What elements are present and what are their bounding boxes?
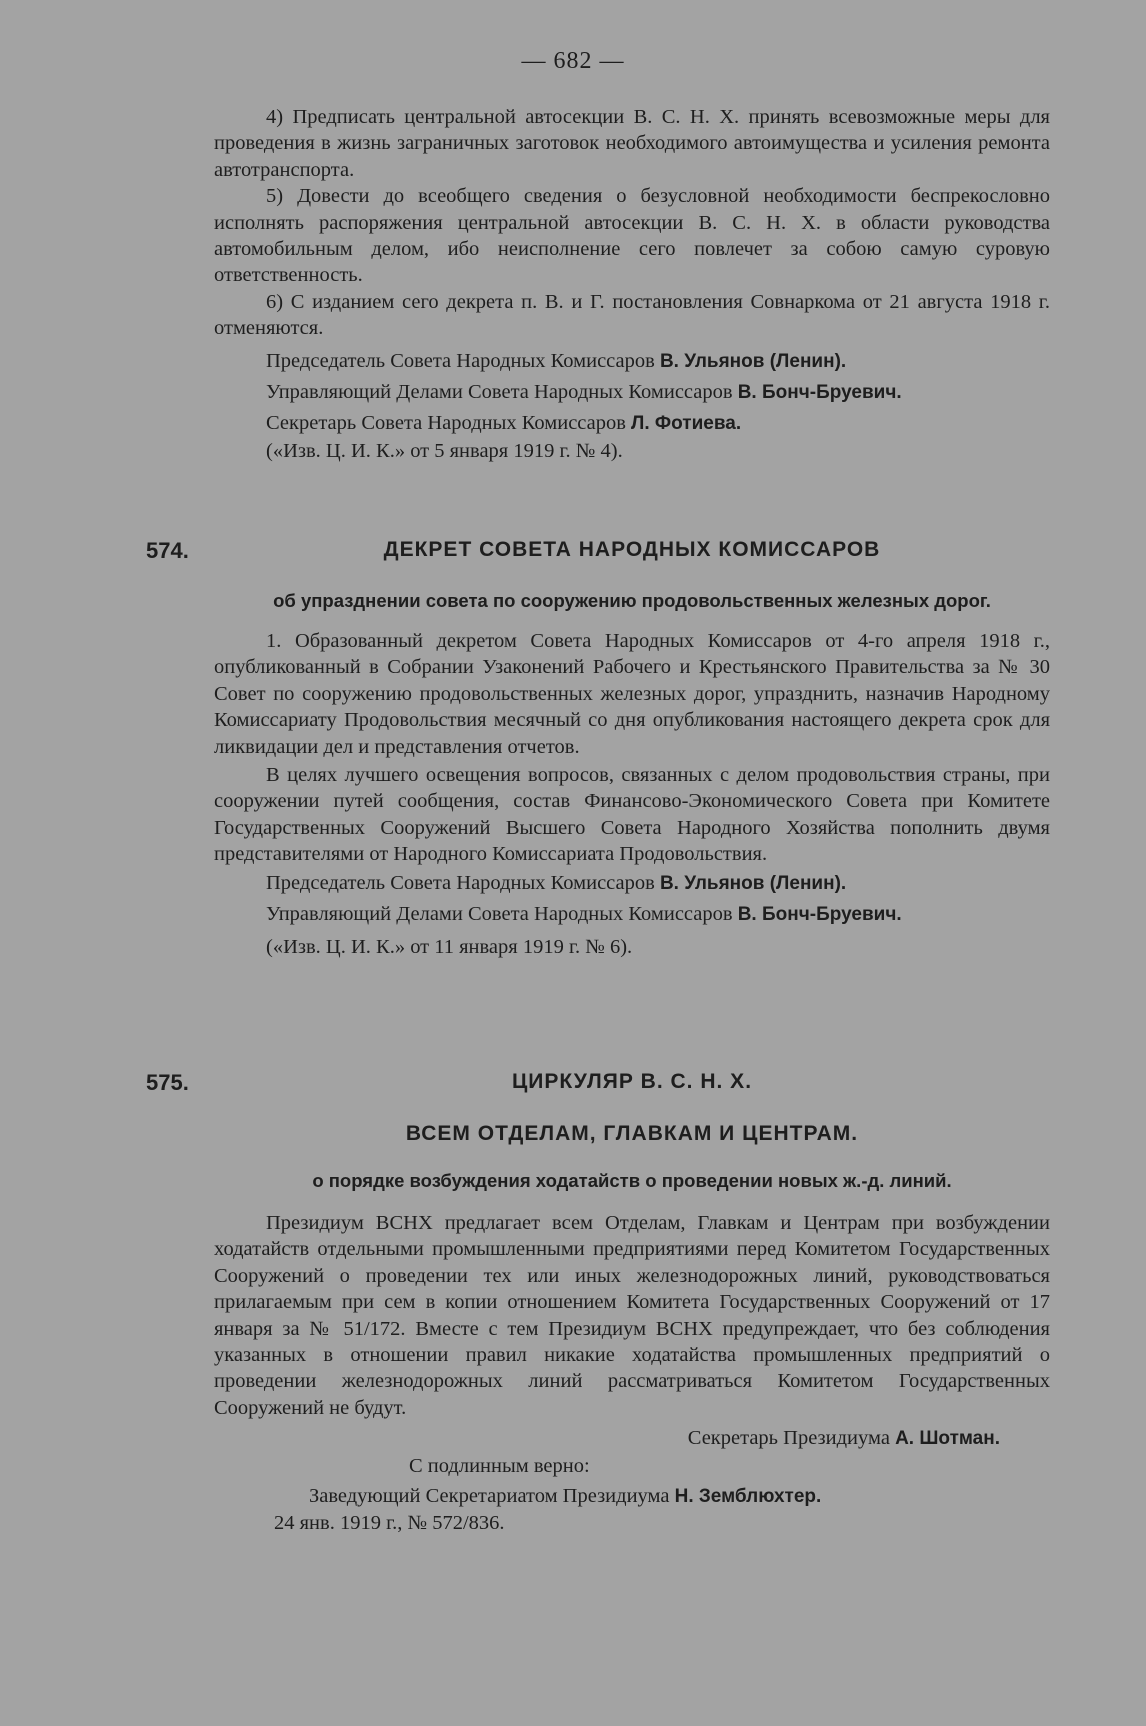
item-4: 4) Предписать центральной автосекции В. С. Н. Х. принять всевозможные меры для проведения в жизнь заграничных заготовок необходимого автоимущества и усиления ремонта автотранспорта.: [214, 106, 1050, 181]
source-citation: («Изв. Ц. И. К.» от 11 января 1919 г. № 6).: [266, 936, 633, 959]
circular-title: ЦИРКУЛЯР В. С. Н. Х.: [511, 1070, 753, 1093]
decree-573-tail: [214, 104, 1050, 464]
decree-subtitle: об упразднении совета по сооружению продовольственных железных дорог.: [273, 590, 991, 611]
item-6: 6) С изданием сего декрета п. В. и Г. постановления Совнаркома от 21 августа 1918 г. отменяются.: [214, 290, 1050, 340]
decree-574-body: [214, 628, 1050, 961]
page-number: — 682 —: [521, 48, 625, 74]
circular-number: 575.: [146, 1070, 189, 1095]
circular-575-body: [214, 1210, 1050, 1537]
paragraph: 1. Образованный декретом Совета Народных Комиссаров от 4-го апреля 1918 г., опубликованный в Собрании Узаконений Рабочего и Крестьянского Правительства за № 30 Совет по сооружению продовольственных железных дорог, упразднить, назначив Народному Комиссариату Продовольствия месячный со дня опубликования настоящего декрета срок для ликвидации дел и представления отчетов.: [214, 630, 1050, 758]
circular-subtitle: о порядке возбуждения ходатайств о проведении новых ж.-д. линий.: [312, 1170, 952, 1191]
signature-secretary: Секретарь Президиума А. Шотман.: [687, 1427, 1000, 1450]
signature-chairman: Председатель Совета Народных Комиссаров В. Ульянов (Ленин).: [266, 871, 847, 894]
item-5: 5) Довести до всеобщего сведения о безусловной необходимости беспрекословно исполнять распоряжения центральной автосекции В. С. Н. Х. в области руководства автомобильным делом, ибо неисполнение сего повлечет за собою самую суровую ответственность.: [214, 185, 1050, 287]
decree-number: 574.: [146, 538, 189, 563]
signature-manager: Управляющий Делами Совета Народных Комиссаров В. Бонч-Бруевич.: [266, 903, 902, 926]
signature-manager: Управляющий Делами Совета Народных Комиссаров В. Бонч-Бруевич.: [266, 381, 902, 404]
decree-title: ДЕКРЕТ СОВЕТА НАРОДНЫХ КОМИССАРОВ: [383, 538, 881, 561]
paragraph: В целях лучшего освещения вопросов, связанных с делом продовольствия страны, при сооружении путей сообщения, состав Финансово-Экономического Совета при Комитете Государственных Сооружений Высшего Совета Народного Хозяйства пополнить двумя представителями от Народного Комиссариата Продовольствия.: [214, 764, 1050, 866]
paragraph: Президиум ВСНХ предлагает всем Отделам, Главкам и Центрам при возбуждении ходатайств отдельными промышленными предприятиями перед Комитетом Государственных Сооружений о проведении тех или иных железнодорожных линий, руководствоваться прилагаемым при сем в копии отношением Комитета Государственных Сооружений от 17 января за № 51/172. Вместе с тем Президиум ВСНХ предупреждает, что без соблюдения указанных в отношении правил никакие ходатайства промышленных предприятий о проведении железнодорожных линий рассматриваться Комитетом Государственных Сооружений не будут.: [214, 1212, 1050, 1419]
certified-note: С подлинным верно:: [409, 1454, 590, 1477]
date-reference: 24 янв. 1919 г., № 572/836.: [274, 1512, 505, 1535]
signature-head: Заведующий Секретариатом Президиума Н. Земблюхтер.: [309, 1485, 822, 1508]
source-citation: («Изв. Ц. И. К.» от 5 января 1919 г. № 4).: [266, 439, 623, 462]
circular-addressee: ВСЕМ ОТДЕЛАМ, ГЛАВКАМ И ЦЕНТРАМ.: [405, 1122, 859, 1145]
signature-secretary: Секретарь Совета Народных Комиссаров Л. Фотиева.: [266, 412, 742, 435]
signature-chairman: Председатель Совета Народных Комиссаров В. Ульянов (Ленин).: [266, 349, 847, 372]
